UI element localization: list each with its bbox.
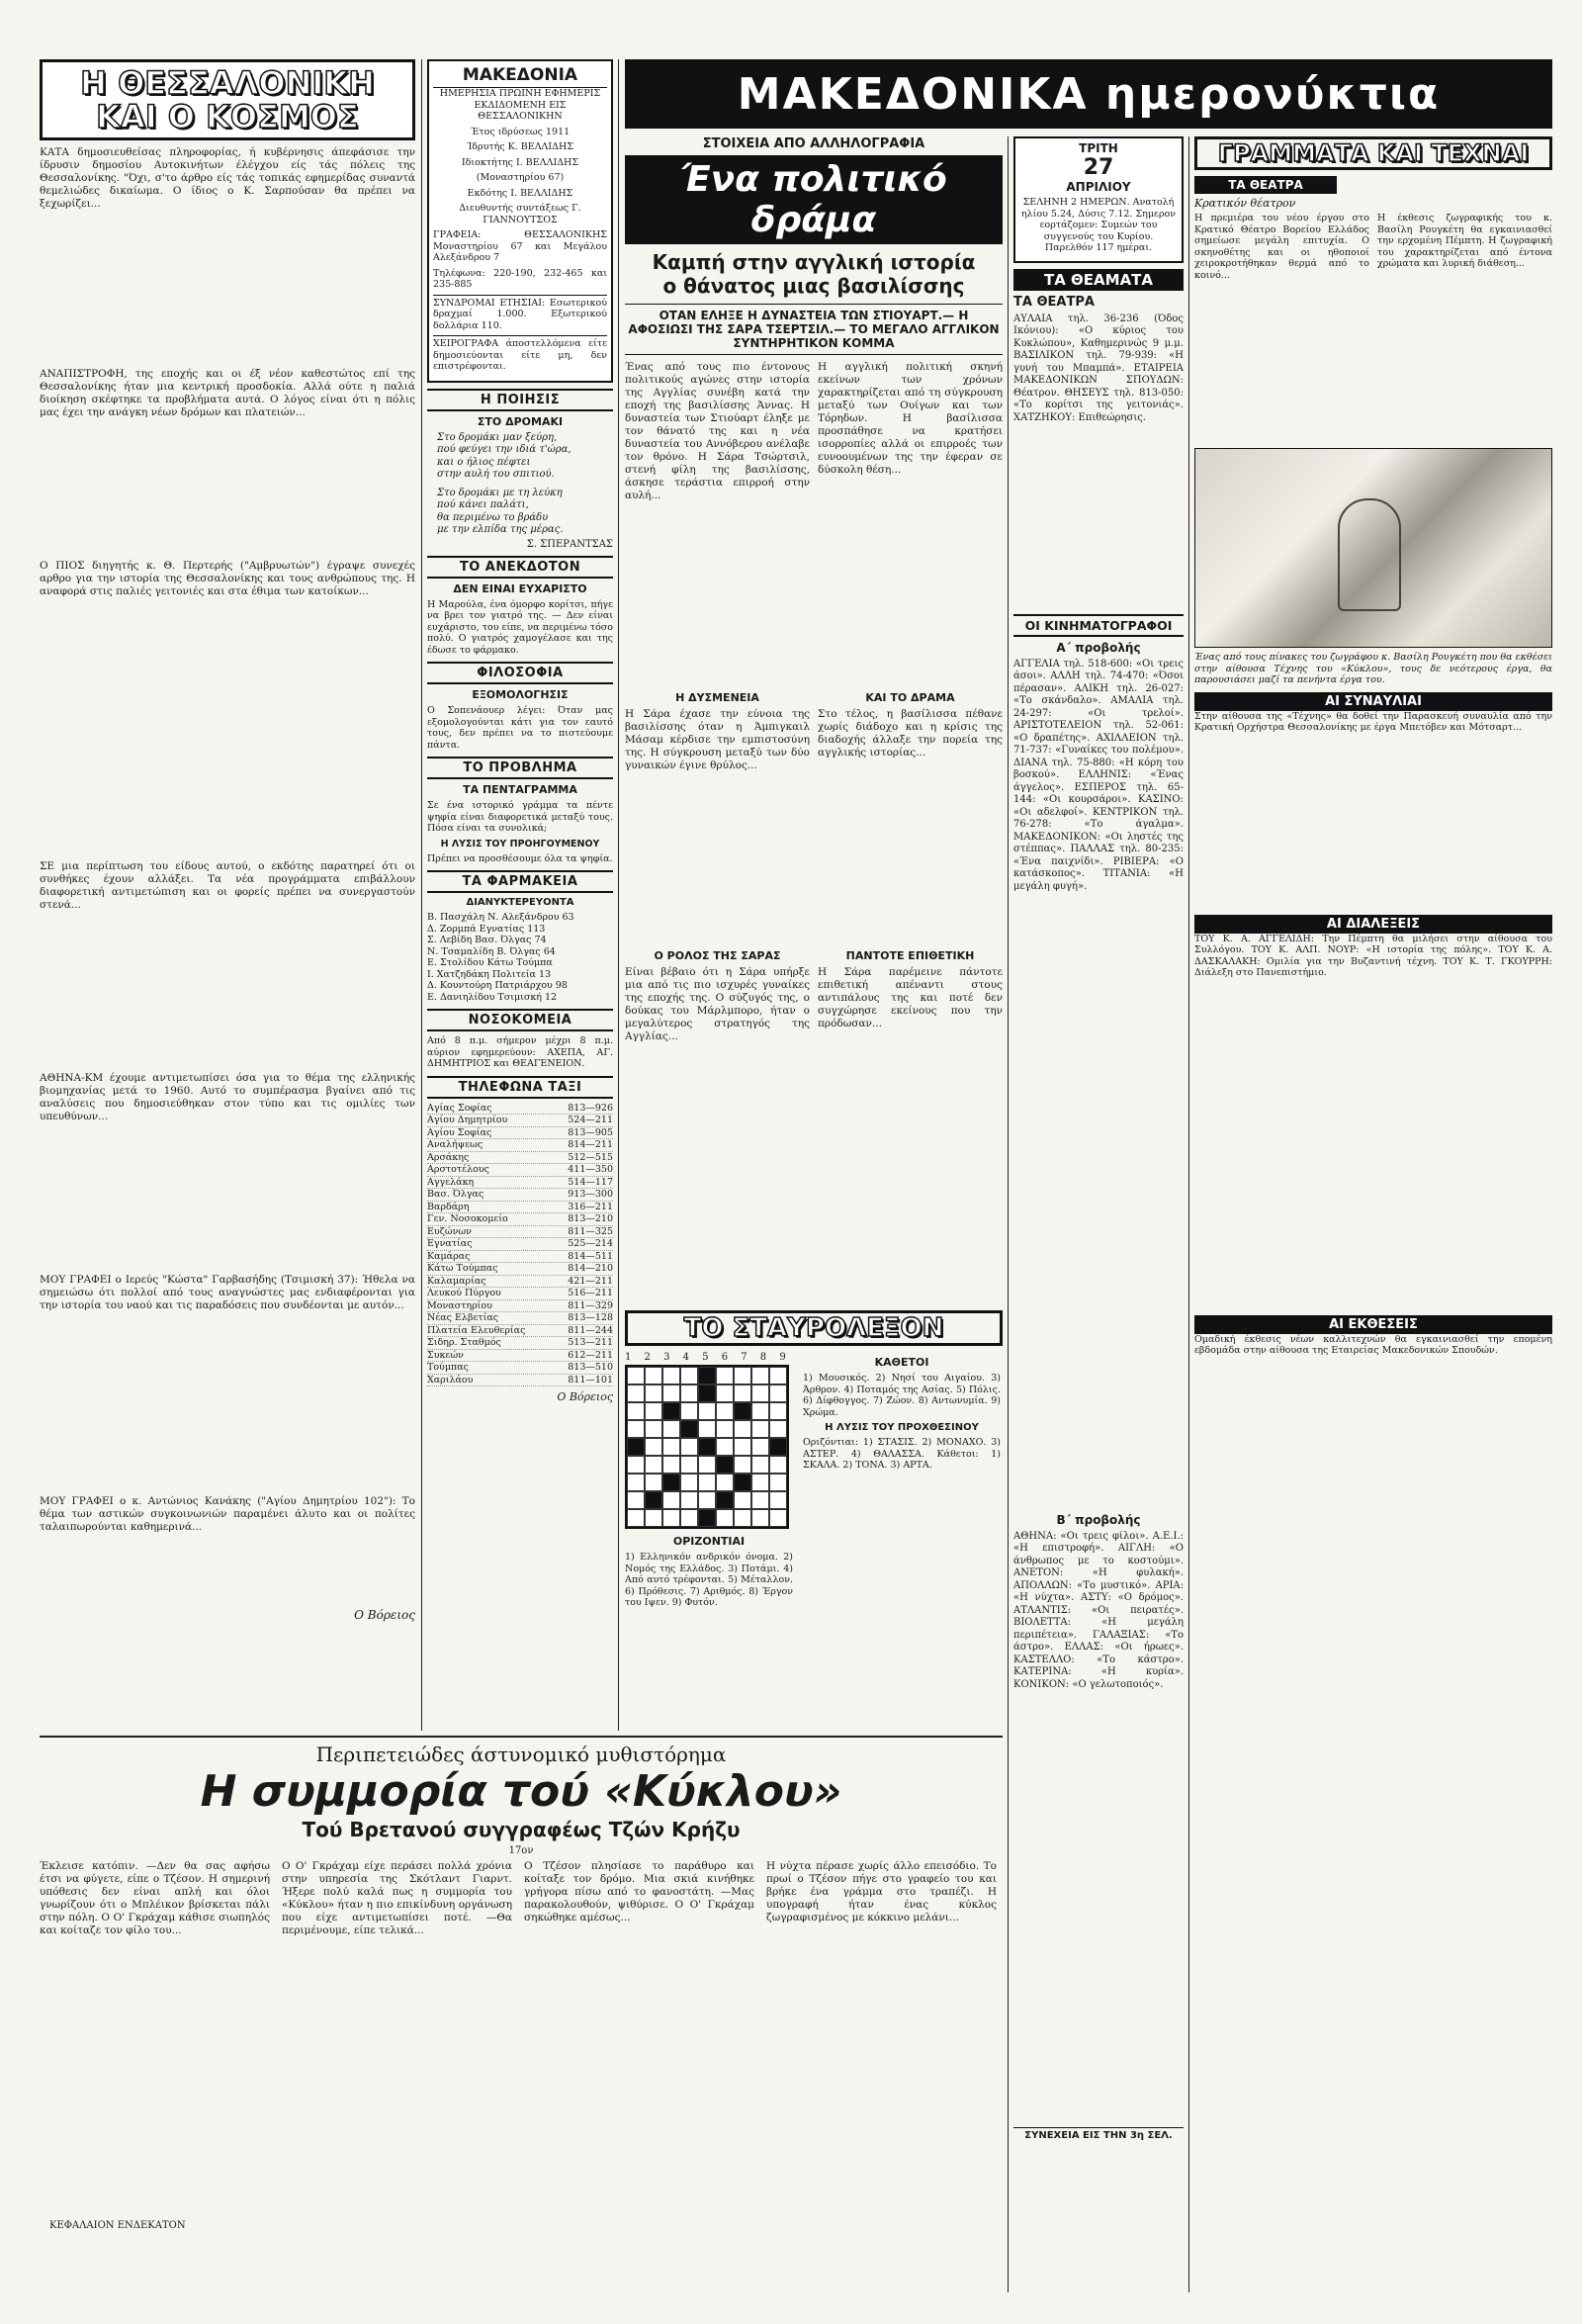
left-title-box — [40, 59, 415, 140]
left-title-line2: ΚΑΙ Ο ΚΟΣΜΟΣ — [96, 98, 359, 135]
problem-solution-text: Πρέπει να προσθέσουμε όλα τα ψηφία. — [427, 852, 613, 864]
phone-place: Βαρδάρη — [427, 1201, 470, 1212]
phone-place: Κάτω Τούμπας — [427, 1263, 498, 1274]
anecdote-title: ΔΕΝ ΕΙΝΑΙ ΕΥΧΑΡΙΣΤΟ — [453, 581, 587, 595]
poem-line: και ο ήλιος πέφτει — [437, 456, 531, 468]
phone-number: 814—211 — [568, 1139, 613, 1150]
drama-article — [625, 136, 1003, 1303]
masthead-name: ΜΑΚΕΔΟΝΙΑ — [433, 65, 607, 88]
cinemas-head: ΟΙ ΚΙΝΗΜΑΤΟΓΡΑΦΟΙ — [1013, 614, 1184, 637]
phone-number: 813—210 — [568, 1213, 613, 1224]
phone-row — [427, 1152, 613, 1165]
arts-text-2: Η έκθεσις ζωγραφικής του κ. Βασίλη Ρουγκέτη θα εγκαινιασθεί την ερχομένη Πέμπτη. Η ζωγραφική του χαρακτηρίζεται από έντονα χρώματα και λυρική διάθεση... — [1377, 213, 1552, 269]
serial-col-4: Η νύχτα πέρασε χωρίς άλλο επεισόδιο. Το πρωί ο Τζέσον πήγε στο γραφείο του και βρήκε ένα γράμμα στο τραπέζι. Η υπογραφή ήταν ένας κύκλος ζωγραφισμένος με κόκκινο μελάνι... — [766, 1860, 997, 1923]
pharmacy-item: Ι. Χατζηδάκη Πολιτεία 13 — [427, 968, 552, 980]
crossword-cell — [645, 1491, 662, 1509]
phone-row — [427, 1251, 613, 1264]
drama-col-1 — [625, 361, 810, 1148]
crossword-cell — [662, 1491, 680, 1509]
crossword-cell — [734, 1367, 751, 1385]
phone-place: Αγγελάκη — [427, 1176, 475, 1188]
crossword-cell — [734, 1420, 751, 1438]
crossword-cell — [627, 1491, 645, 1509]
crossword-cell — [645, 1509, 662, 1527]
left-paragraph-4: ΣΕ μια περίπτωση του είδους αυτού, ο εκδότης παρατηρεί ότι οι συνθήκες έχουν αλλάξει. Τα νέα προγράμματα επιβάλλουν διαφορετική αντιμετώπιση και οι φορείς πρέπει να συνεργαστούν στενά... — [40, 860, 415, 911]
phone-row — [427, 1375, 613, 1387]
phone-row — [427, 1312, 613, 1325]
entertainment-column — [1013, 136, 1184, 2292]
poem-line: στην αυλή του σπιτιού. — [437, 469, 555, 480]
crossword-cell — [662, 1438, 680, 1456]
left-paragraph-3: Ο ΠΙΟΣ διηγητής κ. Θ. Περτερής ("Αμβρυωτών") έγραψε συνεχές αρθρο για την ιστορία της Θεσσαλονίκης και τους ανθρώπους της. Η αναφορά στις παλιές γειτονιές και στα έθιμα των κατοίκων... — [40, 560, 415, 597]
divider-drama — [1008, 136, 1009, 2292]
serial-col-1: Έκλεισε κατόπιν. —Δεν θα σας αφήσω έτσι να φύγετε, είπε ο Τζέσον. Η σημερινή υπόθεσις δεν είναι απλή και όλοι γνωρίζουν ότι ο Μπλέικον βρίσκεται πάλι στην πόλη. Ο Ο' Γκράχαμ κάθισε σιωπηλός και κοίταζε τον φίλο του... — [40, 1860, 270, 1936]
crossword-cell — [680, 1420, 698, 1438]
masthead-note: ΧΕΙΡΟΓΡΑΦΑ άποστελλόμενα είτε δημοσιεύονται είτε μη, δεν επιστρέφονται. — [433, 335, 607, 373]
crossword-cell — [769, 1491, 787, 1509]
crossword-cell — [769, 1402, 787, 1420]
hospital-head: ΝΟΣΟΚΟΜΕΙΑ — [427, 1009, 613, 1031]
painting-figure-icon — [1338, 498, 1401, 611]
crossword-cell — [751, 1474, 769, 1491]
phone-row — [427, 1337, 613, 1350]
phone-place: Αναλήψεως — [427, 1139, 483, 1150]
left-signature: Ο Βόρειος — [354, 1608, 415, 1622]
crossword-cell — [716, 1385, 734, 1402]
arts-text-4: ΤΟΥ Κ. Α. ΑΓΓΕΛΙΔΗ: Την Πέμπτη θα μιλήσει στην αίθουσα του Συλλόγου. ΤΟΥ Κ. ΑΛΠ. ΝΟΥΡ: «Η ιστορία της πόλης». ΤΟΥ Κ. Α. ΔΑΣΚΑΛΑΚΗ: Ομιλία για την Βυζαντινή τέχνη. ΤΟΥ Κ. Τ. ΓΚΟΥΡΡΗ: Διάλεξη στο Πανεπιστήμιο. — [1194, 933, 1552, 978]
phone-number: 813—128 — [568, 1312, 613, 1323]
crossword-cell — [751, 1456, 769, 1474]
phone-place: Μοναστηρίου — [427, 1299, 492, 1311]
philosophy-text: Ο Σοπενάουερ λέγει: Όταν μας εξομολογούνται κάτι για τον εαυτό τους, δεν πρέπει να το πιστεύουμε πάντα. — [427, 705, 613, 751]
crossword-cell — [627, 1402, 645, 1420]
masthead-publisher: Εκδότης Ι. ΒΕΛΛΙΔΗΣ — [467, 187, 573, 199]
phone-place: Αρστοτέλους — [427, 1164, 489, 1175]
phone-place: Χαριλάου — [427, 1374, 474, 1385]
crossword-cell — [680, 1367, 698, 1385]
crossword-across: 1) Ελληνικόν ανδρικόν όνομα. 2) Νομός της Ελλάδος. 3) Ποτάμι. 4) Από αυτό τρέφονται. 5) Μέταλλον. 6) Πρόθεσις. 7) Αριθμός. 8) Έργον του Ιψεν. 9) Φυτόν. — [625, 1552, 793, 1608]
crossword-cell — [698, 1509, 716, 1527]
crossword-cell — [698, 1456, 716, 1474]
masthead-subscriptions: ΣΥΝΔΡΟΜΑΙ ΕΤΗΣΙΑΙ: Εσωτερικού δραχμαί 1.000. Εξωτερικού δολλάρια 110. — [433, 295, 607, 332]
phone-place: Τούμπας — [427, 1362, 469, 1373]
serial-col-2: Ο Ο' Γκράχαμ είχε περάσει πολλά χρόνια στην υπηρεσία της Σκότλαντ Γιαρντ. Ήξερε πολύ καλά πως η συμμορία του «Κύκλου» ήταν η πιο επικίνδυνη οργάνωση που είχε αντιμετωπίσει ποτέ. —Θα περιμένουμε, είπε τελικά... — [282, 1860, 512, 1936]
poem-line: πού φεύγει την ιδιά τ'ώρα, — [437, 444, 571, 455]
phone-place: Πλατεία Ελευθερίας — [427, 1324, 526, 1336]
problem-title: ΤΑ ΠΕΝΤΑΓΡΑΜΜΑ — [463, 783, 577, 796]
anecdote-text: Η Μαρούλα, ένα όμορφο κορίτσι, πήγε να βρει τον γιατρό της. — Δεν είναι ευχάριστο, του είπε, να περιμένω τόσο πολύ. Ο γιατρός χαμογέλασε και της έδωσε το φάρμακο. — [427, 598, 613, 656]
crossword-cell — [698, 1474, 716, 1491]
crossword-down: 1) Μουσικός. 2) Νησί του Αιγαίου. 3) Άρθρον. 4) Ποταμός της Ασίας. 5) Πόλις. 6) Δίφθογγος. 7) Ζώον. 8) Αντωνυμία. 9) Χρώμα. — [803, 1373, 1001, 1418]
anecdote-head: ΤΟ ΑΝΕΚΔΟΤΟΝ — [427, 556, 613, 579]
divider-entertain — [1188, 136, 1189, 2292]
drama-title-box — [625, 155, 1003, 244]
pharmacy-item: Ν. Τσαμαλίδη Β. Όλγας 64 — [427, 945, 556, 957]
phone-number: 813—926 — [568, 1102, 613, 1114]
crossword-cell — [769, 1509, 787, 1527]
crossword-cell — [645, 1456, 662, 1474]
masthead-director: Διευθυντής συντάξεως Γ. ΓΙΑΝΝΟΥΤΣΟΣ — [459, 203, 581, 225]
phone-number: 525—214 — [568, 1238, 613, 1249]
crossword-cell — [716, 1420, 734, 1438]
problem-head: ΤΟ ΠΡΟΒΛΗΜΑ — [427, 757, 613, 779]
phone-number: 913—300 — [568, 1189, 613, 1200]
crossword-section — [625, 1310, 1003, 1731]
banner — [625, 59, 1552, 129]
phone-place: Αγίου Δημητρίου — [427, 1115, 508, 1125]
philosophy-head: ΦΙΛΟΣΟΦΙΑ — [427, 662, 613, 684]
phone-place: Νέας Ελβετίας — [427, 1312, 499, 1323]
phone-place: Εγνατίας — [427, 1238, 473, 1249]
drama-headline-2: ο θάνατος μιας βασιλίσσης — [662, 274, 965, 298]
phone-row — [427, 1362, 613, 1375]
phone-row — [427, 1263, 613, 1276]
crossword-cell — [734, 1456, 751, 1474]
artwork-image — [1194, 448, 1552, 648]
crossword-cell — [698, 1367, 716, 1385]
crossword-cell — [680, 1474, 698, 1491]
crossword-cell — [662, 1385, 680, 1402]
crossword-cell — [716, 1456, 734, 1474]
phone-number: 811—101 — [568, 1374, 613, 1385]
serial-title: Η συμμορία τού «Κύκλου» — [200, 1766, 842, 1817]
crossword-cell — [698, 1438, 716, 1456]
poem-line: Στο δρομάκι μαν ξεύρη, — [437, 431, 558, 443]
phone-place: Γεν. Νοσοκομείο — [427, 1213, 508, 1224]
drama-body-5: Στο τέλος, η βασίλισσα πέθανε χωρίς διάδοχο και η κρίσις της διαδοχής άλλαξε την πορεία της αγγλικής ιστορίας... — [818, 708, 1003, 759]
phone-number: 516—211 — [568, 1288, 613, 1298]
divider-serial — [40, 1736, 1003, 1738]
crossword-cell — [734, 1385, 751, 1402]
arts-sub-2: ΑΙ ΣΥΝΑΥΛΙΑΙ — [1194, 692, 1552, 711]
arts-text-1: Η πρεμιέρα του νέου έργου στο Κρατικό Θέατρο Βορείου Ελλάδος σημείωσε μεγάλη επιτυχία. Ο σκηνοθέτης και οι ηθοποιοί χειροκροτήθηκαν θερμά από το κοινό... — [1194, 213, 1369, 281]
pharmacy-item: Δ. Κουντούρη Πατριάρχου 98 — [427, 980, 568, 991]
crossword-cell — [662, 1474, 680, 1491]
cinemas-a-list: ΑΓΓΕΛΙΑ τηλ. 518-600: «Οι τρεις άσοι». ΑΛΛΗ τηλ. 74-470: «Όσοι πέρασαν». ΑΛΙΚΗ τηλ. 26-027: «Το σκάνδαλο». ΑΜΑΛΙΑ τηλ. 24-297: «Οι τρελοί». ΑΡΙΣΤΟΤΕΛΕΙΟΝ τηλ. 52-061: «Ο δραπέτης». ΑΧΙΛΛΕΙΟΝ τηλ. 71-737: «Γυναίκες του πολέμου». ΔΙΑΝΑ τηλ. 75-880: «Η κόρη του βοσκού». ΕΛΛΗΝΙΣ: «Ένας άγγελος». ΕΣΠΕΡΟΣ τηλ. 65-144: «Οι κουρσάροι». ΚΑΣΙΝΟ: «Οι αδελφοί». ΚΕΝΤΡΙΚΟΝ τηλ. 76-278: «Το άγαλμα». ΜΑΚΕΔΟΝΙΚΟΝ: «Οι ληστές της στέππας». ΠΑΛΛΑΣ τηλ. 80-235: «Ένα παιχνίδι». ΡΙΒΙΕΡΑ: «Ο κατάσκοπος». ΤΙΤΑΝΙΑ: «Η μεγάλη φυγή». — [1013, 658, 1184, 892]
phone-row — [427, 1276, 613, 1289]
date-weekday: ΤΡΙΤΗ — [1079, 141, 1118, 155]
date-day: 27 — [1083, 155, 1114, 180]
phone-row — [427, 1127, 613, 1140]
crossword-head-box — [625, 1310, 1003, 1346]
drama-sub-4: ΠΑΝΤΟΤΕ ΕΠΙΘΕΤΙΚΗ — [845, 949, 975, 962]
crossword-cell — [662, 1420, 680, 1438]
theaters-sub: ΤΑ ΘΕΑΤΡΑ — [1013, 294, 1095, 310]
poem-line: πού κάνει παλάτι, — [437, 499, 529, 510]
phone-number: 411—350 — [568, 1164, 613, 1175]
phones-head: ΤΗΛΕΦΩΝΑ ΤΑΞΙ — [427, 1076, 613, 1099]
theaters-list: ΑΥΛΑΙΑ τηλ. 36-236 (Όδος Ικόνιου): «Ο κύριος του Κυκλώπου», Καθημερινώς 9 μ.μ. ΒΑΣΙΛΙΚΟΝ τηλ. 79-939: «Η γυνή του Μπαμπά». ΕΤΑΙΡΕΙΑ ΜΑΚΕΔΟΝΙΚΩΝ ΣΠΟΥΔΩΝ: Θέατρον. ΘΗΣΕΥΣ τηλ. 813-050: «Το κορίτσι της γειτονιάς». ΧΑΤΖΗΚΟΥ: Επιθεώρησις. — [1013, 313, 1184, 423]
phone-number: 811—244 — [568, 1324, 613, 1336]
phone-number: 512—515 — [568, 1151, 613, 1163]
crossword-cell — [751, 1438, 769, 1456]
crossword-cell — [751, 1509, 769, 1527]
drama-subhead: ΣΤΟΙΧΕΙΑ ΑΠΟ ΑΛΛΗΛΟΓΡΑΦΙΑ — [702, 136, 925, 151]
problem-solution-head: Η ΛΥΣΙΣ ΤΟΥ ΠΡΟΗΓΟΥΜΕΝΟΥ — [440, 838, 600, 849]
crossword-cell — [645, 1367, 662, 1385]
serial-author: Τού Βρετανού συγγραφέως Τζών Κρήζυ — [302, 1818, 741, 1841]
drama-body-3: Η Σάρα έχασε την εύνοια της βασιλίσσης όταν η Άμπιγκαιλ Μάσαμ κέρδισε την εμπιστοσύνη της. Η σύγκρουση μεταξύ των δύο γυναικών έγινε θρύλος... — [625, 708, 810, 771]
arts-text-3: Στην αίθουσα της «Τέχνης» θα δοθεί την Παρασκευή συναυλία από την Κρατική Ορχήστρα Θεσσαλονίκης με έργα Μπετόβεν και Μότσαρτ... — [1194, 710, 1552, 733]
crossword-body — [625, 1352, 1003, 1613]
crossword-cell — [627, 1367, 645, 1385]
phone-number: 421—211 — [568, 1275, 613, 1287]
pharmacy-item: Ε. Στολίδου Κάτω Τούμπα — [427, 957, 553, 968]
phone-row — [427, 1103, 613, 1116]
crossword-cell — [662, 1402, 680, 1420]
crossword-grid — [625, 1365, 789, 1529]
phone-row — [427, 1325, 613, 1338]
serial-chapter: 17ον — [508, 1845, 534, 1856]
crossword-cell — [716, 1438, 734, 1456]
crossword-cell — [627, 1474, 645, 1491]
crossword-cell — [769, 1456, 787, 1474]
drama-sub-3: ΚΑΙ ΤΟ ΔΡΑΜΑ — [865, 691, 955, 704]
phone-place: Αγίας Σοφίας — [427, 1102, 492, 1114]
phone-number: 811—325 — [568, 1225, 613, 1237]
crossword-cell — [751, 1385, 769, 1402]
left-paragraph-5: ΑΘΗΝΑ-ΚΜ έχουμε αντιμετωπίσει όσα για το θέμα της ελληνικής βιομηχανίας μετά το 1960. Αυτό το συμπέρασμα βγαίνει από τις αναλύσεις που δημοσιεύθηκαν στον τύπο και τις ομιλίες των υπευθύνων... — [40, 1072, 415, 1122]
crossword-solution: Οριζόντιαι: 1) ΣΤΑΣΙΣ. 2) ΜΟΝΑΧΟ. 3) ΑΣΤΕΡ. 4) ΘΑΛΑΣΣΑ. Κάθετοι: 1) ΣΚΑΛΑ. 2) ΤΟΝΑ. 3) ΑΡΤΑ. — [803, 1437, 1001, 1471]
phone-place: Ευζώνων — [427, 1225, 472, 1237]
arts-two-col — [1194, 213, 1552, 444]
crossword-cell — [627, 1509, 645, 1527]
calendar-text: ΣΕΛΗΝΗ 2 ΗΜΕΡΩΝ. Ανατολή ηλίου 5.24, Δύσις 7.12. Σημερον εορτάζομεν: Συμεών του συγγενούς του Κυρίου. Παρελθόν 117 ημέραι. — [1020, 197, 1177, 253]
continued-note: ΣΥΝΕΧΕΙΑ ΕΙΣ ΤΗΝ 3η ΣΕΛ. — [1013, 2127, 1184, 2141]
crossword-cell — [698, 1491, 716, 1509]
phone-place: Βασ. Όλγας — [427, 1189, 484, 1200]
drama-deck: ΟΤΑΝ ΕΛΗΞΕ Η ΔΥΝΑΣΤΕΙΑ ΤΩΝ ΣΤΙΟΥΑΡΤ.— Η ΑΦΟΣΙΩΣΙ ΤΗΣ ΣΑΡΑ ΤΣΕΡΤΣΙΛ.— ΤΟ ΜΕΓΑΛΟ ΑΓΓΛΙΚΟΝ ΣΥΝΤΗΡΗΤΙΚΟΝ ΚΟΜΜΑ — [625, 304, 1003, 355]
crossword-cell — [680, 1385, 698, 1402]
phone-place: Σιδηρ. Σταθμός — [427, 1337, 501, 1348]
phone-row — [427, 1139, 613, 1152]
pharmacy-item: Δ. Ζορμπά Εγνατίας 113 — [427, 923, 546, 935]
crossword-cell — [645, 1420, 662, 1438]
serial-continued: ΚΕΦΑΛΑΙΟΝ ΕΝΔΕΚΑΤΟΝ — [49, 2220, 186, 2231]
serial-col-3: Ο Τζέσον πλησίασε το παράθυρο και κοίταξε τον δρόμο. Μια σκιά κινήθηκε γρήγορα πίσω από το φανοστάτη. —Μας παρακολουθούν, ψιθύρισε. Ο Ο' Γκράχαμ σηκώθηκε αμέσως... — [524, 1860, 754, 1923]
masthead-address: (Μοναστηρίου 67) — [476, 172, 565, 183]
phone-place: Αγίου Σοφίας — [427, 1126, 492, 1138]
crossword-cell — [734, 1491, 751, 1509]
crossword-cell — [627, 1438, 645, 1456]
phone-number: 316—211 — [568, 1201, 613, 1212]
crossword-cell — [769, 1474, 787, 1491]
philosophy-title: ΕΞΟΜΟΛΟΓΗΣΙΣ — [472, 688, 569, 701]
crossword-cell — [751, 1420, 769, 1438]
cinemas-b-list: ΑΘΗΝΑ: «Οι τρεις φίλοι». Α.Ε.Ι.: «Η επιστροφή». ΑΙΓΛΗ: «Ο άνθρωπος με το κοστούμι». ΑΝΕΤΟΝ: «Η φυλακή». ΑΠΟΛΛΩΝ: «Το μυστικό». ΑΡΙΑ: «Η νύχτα». ΑΣΤΥ: «Ο δρόμος». ΑΤΛΑΝΤΙΣ: «Οι πειρατές». ΒΙΟΛΕΤΤΑ: «Η μεγάλη περιπέτεια». ΓΑΛΑΞΙΑΣ: «Το άστρο». ΕΛΛΑΣ: «Οι ήρωες». ΚΑΣΤΕΛΛΟ: «Το κάστρο». ΚΑΤΕΡΙΝΑ: «Η κυρία». ΚΟΝΙΚΟΝ: «Ο γελωτοποιός». — [1013, 1530, 1184, 1690]
arts-head: ΓΡΑΜΜΑΤΑ ΚΑΙ ΤΕΧΝΑΙ — [1217, 139, 1530, 167]
pharmacies-sub: ΔΙΑΝΥΚΤΕΡΕΥΟΝΤΑ — [466, 897, 574, 908]
phone-place: Καμάρας — [427, 1250, 471, 1262]
phone-number: 813—510 — [568, 1362, 613, 1373]
poetry-head: Η ΠΟΙΗΣΙΣ — [427, 389, 613, 411]
phone-row — [427, 1164, 613, 1177]
poetry-lines — [427, 432, 613, 537]
crossword-cell — [645, 1474, 662, 1491]
phone-row — [427, 1238, 613, 1251]
cinemas-b-head: Β΄ προβολής — [1056, 1512, 1141, 1527]
crossword-left — [625, 1352, 793, 1613]
phone-row — [427, 1300, 613, 1313]
crossword-cell — [627, 1456, 645, 1474]
drama-sub-2: Ο ΡΟΛΟΣ ΤΗΣ ΣΑΡΑΣ — [654, 949, 781, 962]
serial-section — [40, 1743, 1003, 2292]
artwork-caption: Ένας από τους πίνακες του ζωγράφου κ. Βασίλη Ρουγκέτη που θα εκθέσει στην αίθουσα Τέχνης του «Κύκλου», τους δε νεότερους έργα, θα παρουσιάσει μαζί τα πενήντα έργα του. — [1194, 652, 1552, 685]
date-box — [1013, 136, 1184, 263]
crossword-cell — [680, 1438, 698, 1456]
banner-title: ΜΑΚΕΔΟΝΙΚΑ ημερονύκτια — [737, 68, 1441, 120]
left-title-line1: Η ΘΕΣΣΑΛΟΝΙΚΗ — [80, 64, 375, 102]
phone-number: 513—211 — [568, 1337, 613, 1348]
serial-kicker: Περιπετειώδες άστυνομικό μυθιστόρημα — [315, 1743, 727, 1766]
phone-row — [427, 1213, 613, 1226]
drama-body-2: Η αγγλική πολιτική σκηνή εκείνων των χρόνων χαρακτηρίζεται από τη σύγκρουση μεταξύ των Ουίγων και των Τόρηδων. Η βασίλισσα προσπάθησε να κρατήσει ισορροπίες αλλά οι επιρροές των ευνοουμένων της την έφεραν σε δύσκολη θέση... — [818, 361, 1003, 476]
crossword-cell — [716, 1491, 734, 1509]
pharmacy-item: Β. Πασχάλη Ν. Αλεξάνδρου 63 — [427, 912, 574, 923]
phone-number: 814—511 — [568, 1250, 613, 1262]
phone-row — [427, 1115, 613, 1127]
left-paragraph-6: ΜΟΥ ΓΡΑΦΕΙ ο Ιερεύς "Κώστα" Γαρβασήδης (Τσιμισκή 37): Ήθελα να σημειώσω ότι πολλοί από τους αναγνώστες μας ενδιαφέρονται για την ιστορία του ναού και τις παραδόσεις που συνδέονται με αυτόν... — [40, 1274, 415, 1311]
crossword-cell — [627, 1420, 645, 1438]
phone-row — [427, 1202, 613, 1214]
crossword-down-head: ΚΑΘΕΤΟΙ — [874, 1356, 929, 1369]
crossword-cell — [662, 1509, 680, 1527]
masthead-owner: Ιδιοκτήτης Ι. ΒΕΛΛΙΔΗΣ — [461, 156, 579, 168]
crossword-cell — [680, 1509, 698, 1527]
phone-number: 514—117 — [568, 1176, 613, 1188]
cinemas-a-head: Α΄ προβολής — [1056, 640, 1141, 655]
phone-place: Λευκού Πύργου — [427, 1288, 501, 1298]
crossword-cell — [698, 1420, 716, 1438]
info-column — [427, 59, 613, 1731]
problem-text: Σε ένα ιστορικό γράμμα τα πέντε ψηφία είναι διαφορετικά μεταξύ τους. Πόσα είναι τα συνολικά; — [427, 800, 613, 834]
serial-columns — [40, 1860, 1003, 2220]
crossword-across-head: ΟΡΙΖΟΝΤΙΑΙ — [672, 1535, 746, 1548]
left-paragraph-1: ΚΑΤΑ δημοσιευθείσας πληροφορίας, ή κυβέρνησις άπεφάσισε την ίδρυσιν δημοσίου Αυτοκινήτων έλέγχου είς τάς πόλεις της Θεσσαλονίκης. "Όχι, σ'το άρθρο είς τάς τοπικάς εφημερίδας συναντά θεμελιώδες δικαίωμα. Ο ίδιος ο Κ. Σαρπούσαν θα πρέπει να ξεχωρίζει... — [40, 146, 415, 210]
crossword-cell — [734, 1402, 751, 1420]
poem-line: με την ελπίδα της μέρας. — [437, 524, 564, 535]
phones-signature: Ο Βόρειος — [557, 1390, 613, 1403]
crossword-cell — [680, 1456, 698, 1474]
crossword-cell — [734, 1474, 751, 1491]
crossword-cell — [645, 1438, 662, 1456]
crossword-cell — [734, 1438, 751, 1456]
phone-number: 813—905 — [568, 1126, 613, 1138]
phone-row — [427, 1226, 613, 1239]
divider-info — [618, 59, 619, 1731]
phone-place: Αρσάκης — [427, 1151, 470, 1163]
phone-row — [427, 1189, 613, 1202]
arts-column — [1194, 136, 1552, 2292]
crossword-cell — [751, 1402, 769, 1420]
phone-place: Καλαμαρίας — [427, 1275, 486, 1287]
phone-row — [427, 1288, 613, 1300]
drama-body-4: Είναι βέβαιο ότι η Σάρα υπήρξε μια από τις πιο ισχυρές γυναίκες της εποχής της. Ο σύζυγός της, ο δούκας του Μάρλμπορο, ήταν ο μεγαλύτερος στρατηγός της Αγγλίας... — [625, 966, 810, 1042]
masthead-phones: Τηλέφωνα: 220-190, 232-465 και 235-885 — [433, 267, 607, 290]
crossword-solution-head: Η ΛΥΣΙΣ ΤΟΥ ΠΡΟΧΘΕΣΙΝΟΥ — [825, 1422, 979, 1433]
phones-list — [427, 1103, 613, 1387]
left-paragraph-7: ΜΟΥ ΓΡΑΦΕΙ ο κ. Αντώνιος Κανάκης ("Αγίου Δημητρίου 102"): Το θέμα των αστικών συγκοινωνιών παραμένει άλυτο και οι πολίτες ταλαιπωρούνται καθημερινά... — [40, 1495, 415, 1533]
crossword-cell — [769, 1367, 787, 1385]
left-column — [40, 59, 415, 1731]
crossword-cell — [680, 1402, 698, 1420]
masthead-box — [427, 59, 613, 383]
phone-row — [427, 1177, 613, 1190]
masthead-founded: Έτος ιδρύσεως 1911 — [470, 126, 571, 137]
hospital-text: Από 8 π.μ. σήμερον μέχρι 8 π.μ. αύριον εφημερεύουν: ΑΧΕΠΑ, ΑΓ. ΔΗΜΗΤΡΙΟΣ και ΘΕΑΓΕΝΕΙΟΝ. — [427, 1035, 613, 1069]
phone-place: Συκεών — [427, 1349, 464, 1361]
crossword-cell — [662, 1367, 680, 1385]
poetry-title: ΣΤΟ ΔΡΟΜΑΚΙ — [477, 414, 564, 428]
phone-number: 814—210 — [568, 1263, 613, 1274]
pharmacy-item: Ε. Δανιηλίδου Τσιμισκή 12 — [427, 991, 558, 1003]
masthead-offices: ΓΡΑΦΕΙΑ: ΘΕΣΣΑΛΟΝΙΚΗΣ Μοναστηρίου 67 και Μεγάλου Αλεξάνδρου 7 — [433, 229, 607, 263]
crossword-cell — [716, 1367, 734, 1385]
pharmacies-list — [427, 912, 613, 1003]
crossword-head: ΤΟ ΣΤΑΥΡΟΛΕΞΟΝ — [683, 1313, 944, 1343]
arts-sub-3: ΑΙ ΔΙΑΛΕΞΕΙΣ — [1194, 915, 1552, 934]
crossword-cell — [716, 1402, 734, 1420]
date-month: ΑΠΡΙΛΙΟΥ — [1066, 180, 1131, 194]
crossword-cell — [645, 1402, 662, 1420]
poetry-author: Σ. ΣΠΕΡΑΝΤΣΑΣ — [526, 538, 613, 550]
drama-headline-1: Καμπή στην αγγλική ιστορία — [652, 250, 976, 274]
arts-head-box — [1194, 136, 1552, 170]
drama-body-1: Ένας από τους πιο έντονους πολιτικούς αγώνες στην ιστορία της Αγγλίας συνέβη κατά την εποχή της βασιλίσσης Άννας. Η δυναστεία των Στιούαρτ έληξε με τον θάνατό της και η νέα δυναστεία του Αννόβερου ανέλαβε τον θρόνο. Η Σάρα Τσώρτσιλ, στενή φίλη της βασιλίσσης, άσκησε τεράστια επιρροή στην αυλή... — [625, 361, 810, 501]
drama-columns — [625, 361, 1003, 1148]
crossword-cell — [751, 1367, 769, 1385]
crossword-cell — [734, 1509, 751, 1527]
crossword-cell — [769, 1438, 787, 1456]
pharmacies-head: ΤΑ ΦΑΡΜΑΚΕΙΑ — [427, 870, 613, 893]
masthead-founder: Ίδρυτής Κ. ΒΕΛΛΙΔΗΣ — [466, 141, 574, 152]
crossword-cell — [680, 1491, 698, 1509]
phone-number: 524—211 — [568, 1115, 613, 1125]
crossword-cell — [698, 1402, 716, 1420]
crossword-cell — [769, 1385, 787, 1402]
poem-line: θα περιμένω το βράδυ — [437, 511, 549, 523]
pharmacy-item: Σ. Λεβίδη Βασ. Όλγας 74 — [427, 935, 547, 945]
arts-text-5: Ομαδική έκθεσις νέων καλλιτεχνών θα εγκαινιασθεί την επομένη εβδομάδα στην αίθουσα της Εταιρείας Μακεδονικών Σπουδών. — [1194, 1333, 1552, 1356]
crossword-right — [803, 1352, 1001, 1613]
crossword-numbers: 1 2 3 4 5 6 7 8 9 — [625, 1352, 791, 1363]
drama-sub-1: Η ΔΥΣΜΕΝΕΙΑ — [675, 691, 759, 704]
crossword-cell — [627, 1385, 645, 1402]
crossword-cell — [751, 1491, 769, 1509]
drama-body-6: Η Σάρα παρέμεινε πάντοτε επιθετική απέναντι στους αντιπάλους της και ποτέ δεν συγχώρησε εκείνους που την πρόδωσαν... — [818, 966, 1003, 1029]
crossword-cell — [645, 1385, 662, 1402]
phone-number: 612—211 — [568, 1349, 613, 1361]
arts-sub-1: ΤΑ ΘΕΑΤΡΑ — [1194, 176, 1337, 194]
phone-row — [427, 1350, 613, 1363]
crossword-cell — [716, 1474, 734, 1491]
left-paragraph-2: ΑΝΑΠΙΣΤΡΟΦΗ, της εποχής και οι έξ νέον καθεστώτος επί της Θεσσαλονίκης ήταν μια κεντρική προσδοκία. Αλλά ούτε η παλιά διοίκηση σκέφτηκε τα προβλήματα αυτά. Ο λόγος είναι ότι η πόλις μας έχει την ανάγκη νέων δρόμων και πλατειών... — [40, 368, 415, 418]
crossword-cell — [662, 1456, 680, 1474]
phone-number: 811—329 — [568, 1299, 613, 1311]
divider-left — [421, 59, 422, 1731]
poem-line: Στο δρομάκι με τη λεύκη — [437, 487, 563, 498]
drama-title: Ένα πολιτικό δράμα — [680, 159, 947, 240]
arts-sub-1b: Κρατικόν θέατρον — [1194, 197, 1296, 210]
masthead-subtitle: ΗΜΕΡΗΣΙΑ ΠΡΩΙΝΗ ΕΦΗΜΕΡΙΣ ΕΚΔΙΔΟΜΕΝΗ ΕΙΣ ΘΕΣΣΑΛΟΝΙΚΗΝ — [439, 88, 601, 122]
spectacles-head: ΤΑ ΘΕΑΜΑΤΑ — [1013, 269, 1184, 291]
crossword-cell — [698, 1385, 716, 1402]
drama-col-2 — [818, 361, 1003, 1148]
arts-sub-4: ΑΙ ΕΚΘΕΣΕΙΣ — [1194, 1315, 1552, 1334]
crossword-cell — [716, 1509, 734, 1527]
crossword-cell — [769, 1420, 787, 1438]
